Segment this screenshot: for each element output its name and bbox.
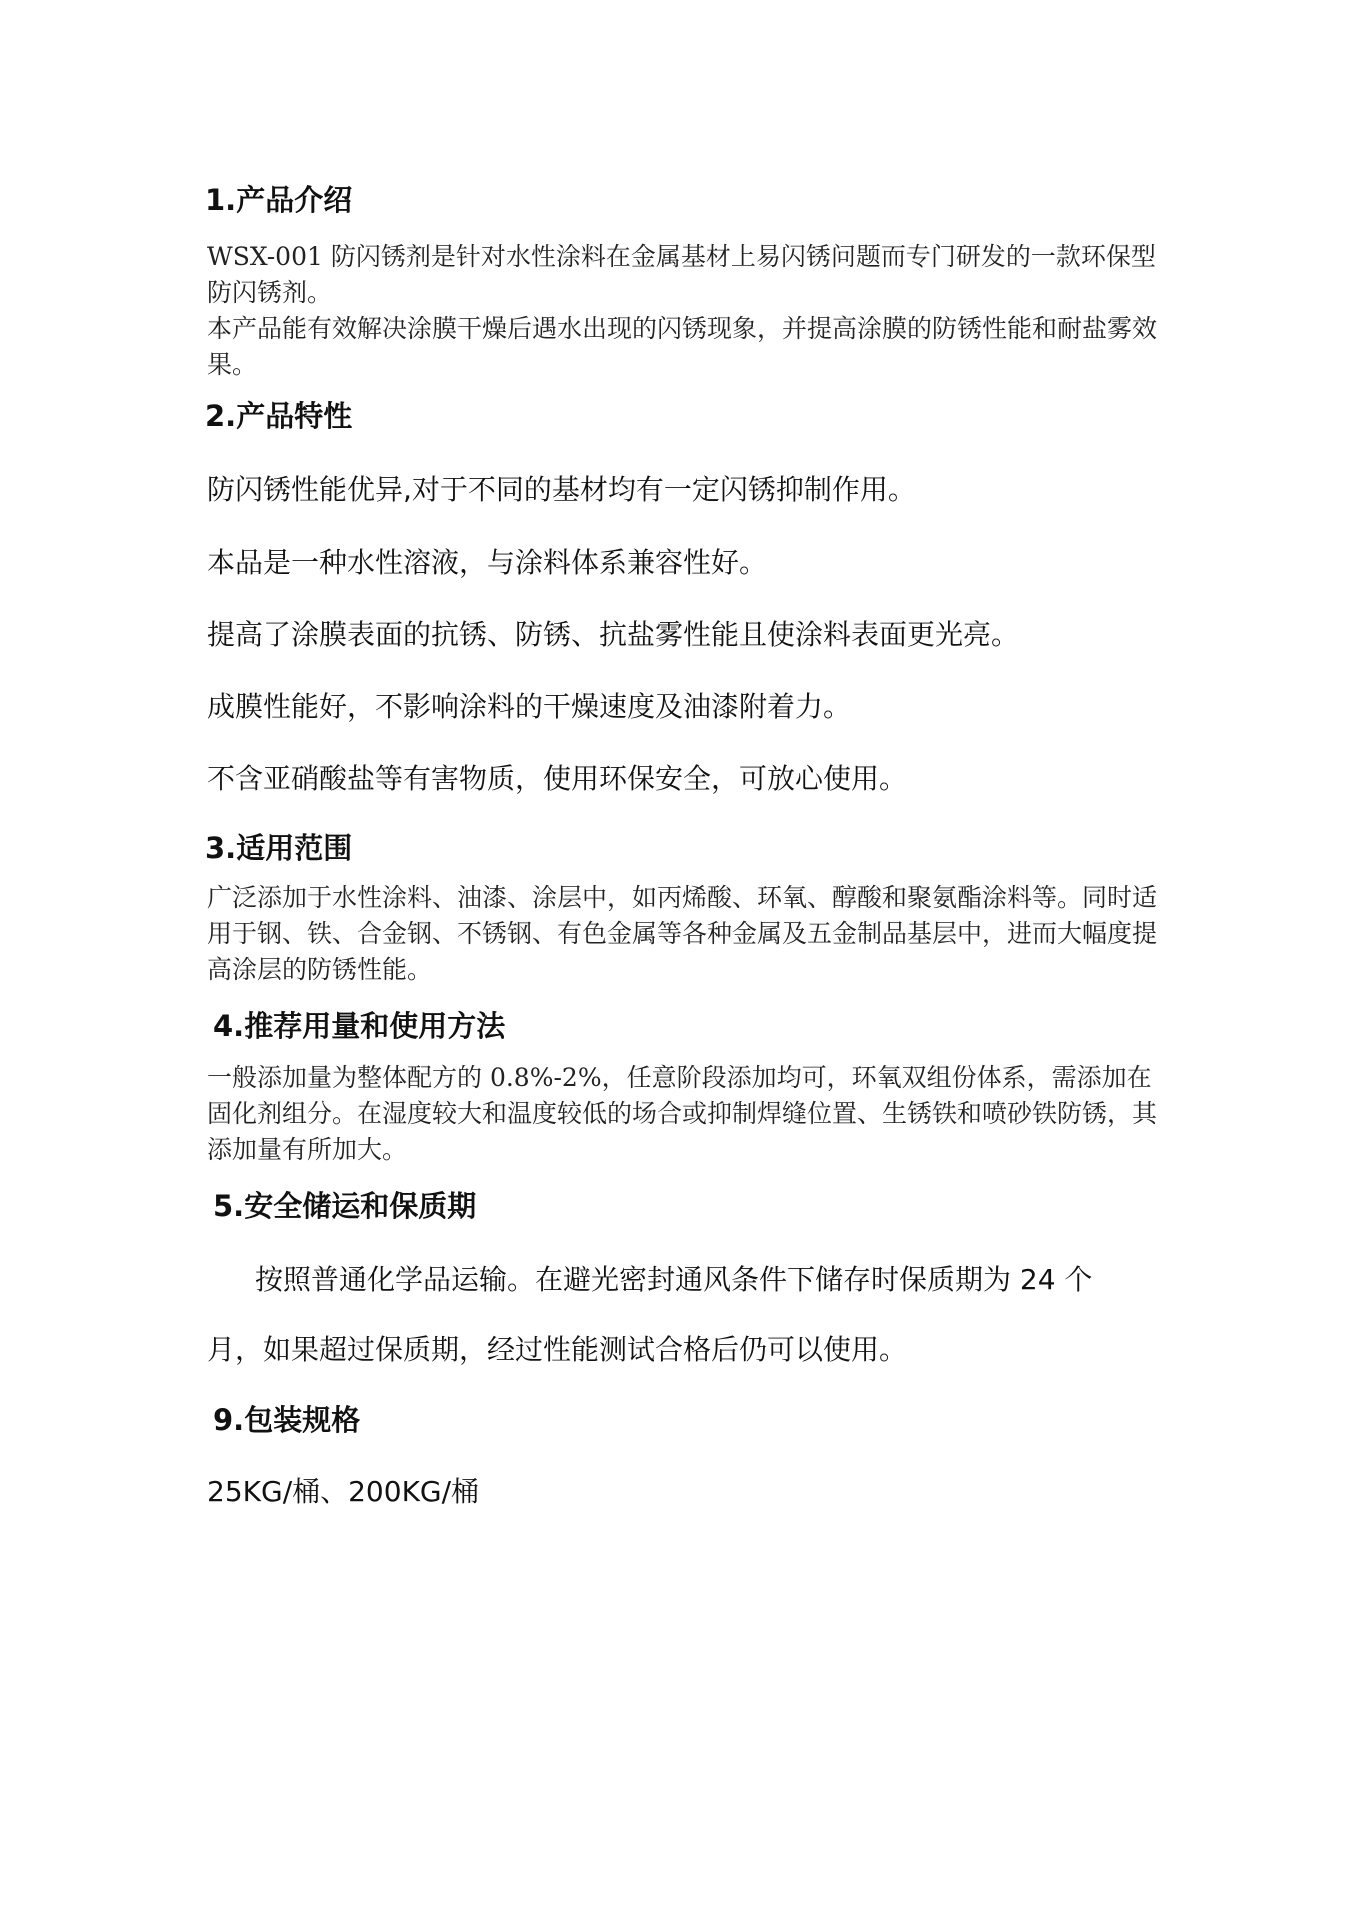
storage-line-1: 按照普通化学品运输。在避光密封通风条件下储存时保质期为 24 个 [255, 1263, 1093, 1296]
scope-body: 广泛添加于水性涂料、油漆、涂层中，如丙烯酸、环氧、醇酸和聚氨酯涂料等。同时适用于钢、铁、合金钢、不锈钢、有色金属等各种金属及五金制品基层中，进而大幅度提高涂层的防锈性能。 [207, 883, 1158, 984]
heading-product-features: 2.产品特性 [205, 399, 353, 433]
heading-product-intro: 1.产品介绍 [205, 183, 353, 217]
usage-body: 一般添加量为整体配方的 0.8%-2%，任意阶段添加均可，环氧双组份体系，需添加在固化剂组分。在湿度较大和温度较低的场合或抑制焊缝位置、生锈铁和喷砂铁防锈，其添加量有所加大。 [207, 1063, 1158, 1164]
intro-body [207, 239, 1167, 383]
intro-paragraph-1: WSX-001 防闪锈剂是针对水性涂料在金属基材上易闪锈问题而专门研发的一款环保型防闪锈剂。 [207, 242, 1156, 307]
heading-storage-shelf-life: 5.安全储运和保质期 [213, 1189, 477, 1223]
feature-item-3: 提高了涂膜表面的抗锈、防锈、抗盐雾性能且使涂料表面更光亮。 [207, 618, 1020, 651]
intro-paragraph-2: 本产品能有效解决涂膜干燥后遇水出现的闪锈现象，并提高涂膜的防锈性能和耐盐雾效果。 [207, 314, 1158, 379]
heading-dosage-usage: 4.推荐用量和使用方法 [213, 1009, 506, 1043]
heading-application-scope: 3.适用范围 [205, 831, 353, 865]
heading-packaging: 9.包装规格 [213, 1403, 361, 1437]
feature-item-5: 不含亚硝酸盐等有害物质，使用环保安全，可放心使用。 [207, 762, 908, 795]
feature-item-2: 本品是一种水性溶液，与涂料体系兼容性好。 [207, 546, 768, 579]
packaging-spec: 25KG/桶、200KG/桶 [207, 1475, 480, 1508]
feature-item-1: 防闪锈性能优异,对于不同的基材均有一定闪锈抑制作用。 [207, 473, 916, 506]
storage-line-2: 月，如果超过保质期，经过性能测试合格后仍可以使用。 [207, 1333, 908, 1366]
feature-item-4: 成膜性能好，不影响涂料的干燥速度及油漆附着力。 [207, 690, 852, 723]
